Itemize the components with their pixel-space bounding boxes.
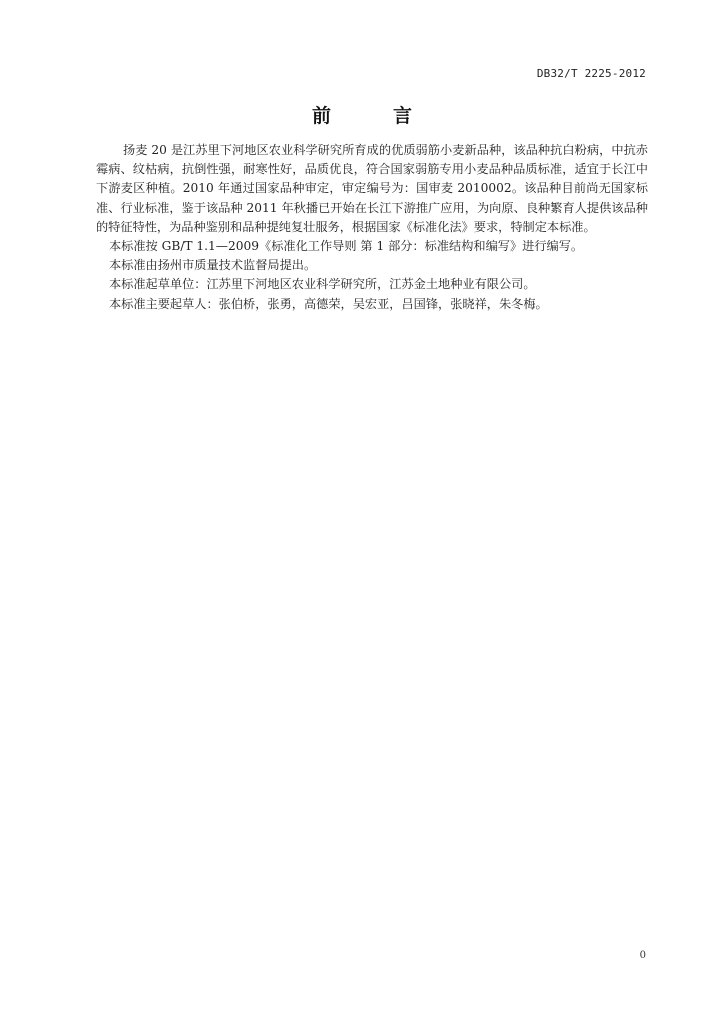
foreword-paragraph-drafting-units: 本标准起草单位：江苏里下河地区农业科学研究所，江苏金土地种业有限公司。: [109, 277, 536, 292]
foreword-paragraph-drafters: 本标准主要起草人：张伯桥，张勇，高德荣，吴宏亚，吕国锋，张晓祥，朱冬梅。: [109, 296, 548, 311]
foreword-paragraph-intro: 扬麦 20 是江苏里下河地区农业科学研究所育成的优质弱筋小麦新品种，该品种抗白粉病，中抗赤霉病、纹枯病，抗倒性强，耐寒性好，品质优良，符合国家弱筋专用小麦品种品质标准，适宜于长江中下游麦区种植。2010 年通过国家品种审定，审定编号为：国审麦 2010002。该品种目前尚无国家标准、行业标准，鉴于该品种 2011 年秋播已开始在长江下游推广应用，为向原、良种繁育人提供该品种的特征特性，为品种鉴别和品种提纯复壮服务，根据国家《标准化法》要求，特制定本标准。: [96, 143, 648, 234]
page-title: 前言: [311, 105, 474, 127]
foreword-body: [96, 141, 648, 314]
foreword-paragraph-drafting-rules: 本标准按 GB/T 1.1—2009《标准化工作导则 第 1 部分：标准结构和编写》进行编写。: [109, 239, 584, 254]
foreword-paragraph-proposer: 本标准由扬州市质量技术监督局提出。: [109, 258, 317, 273]
page-number: 0: [639, 950, 646, 961]
standard-code: DB32/T 2225-2012: [536, 67, 646, 80]
